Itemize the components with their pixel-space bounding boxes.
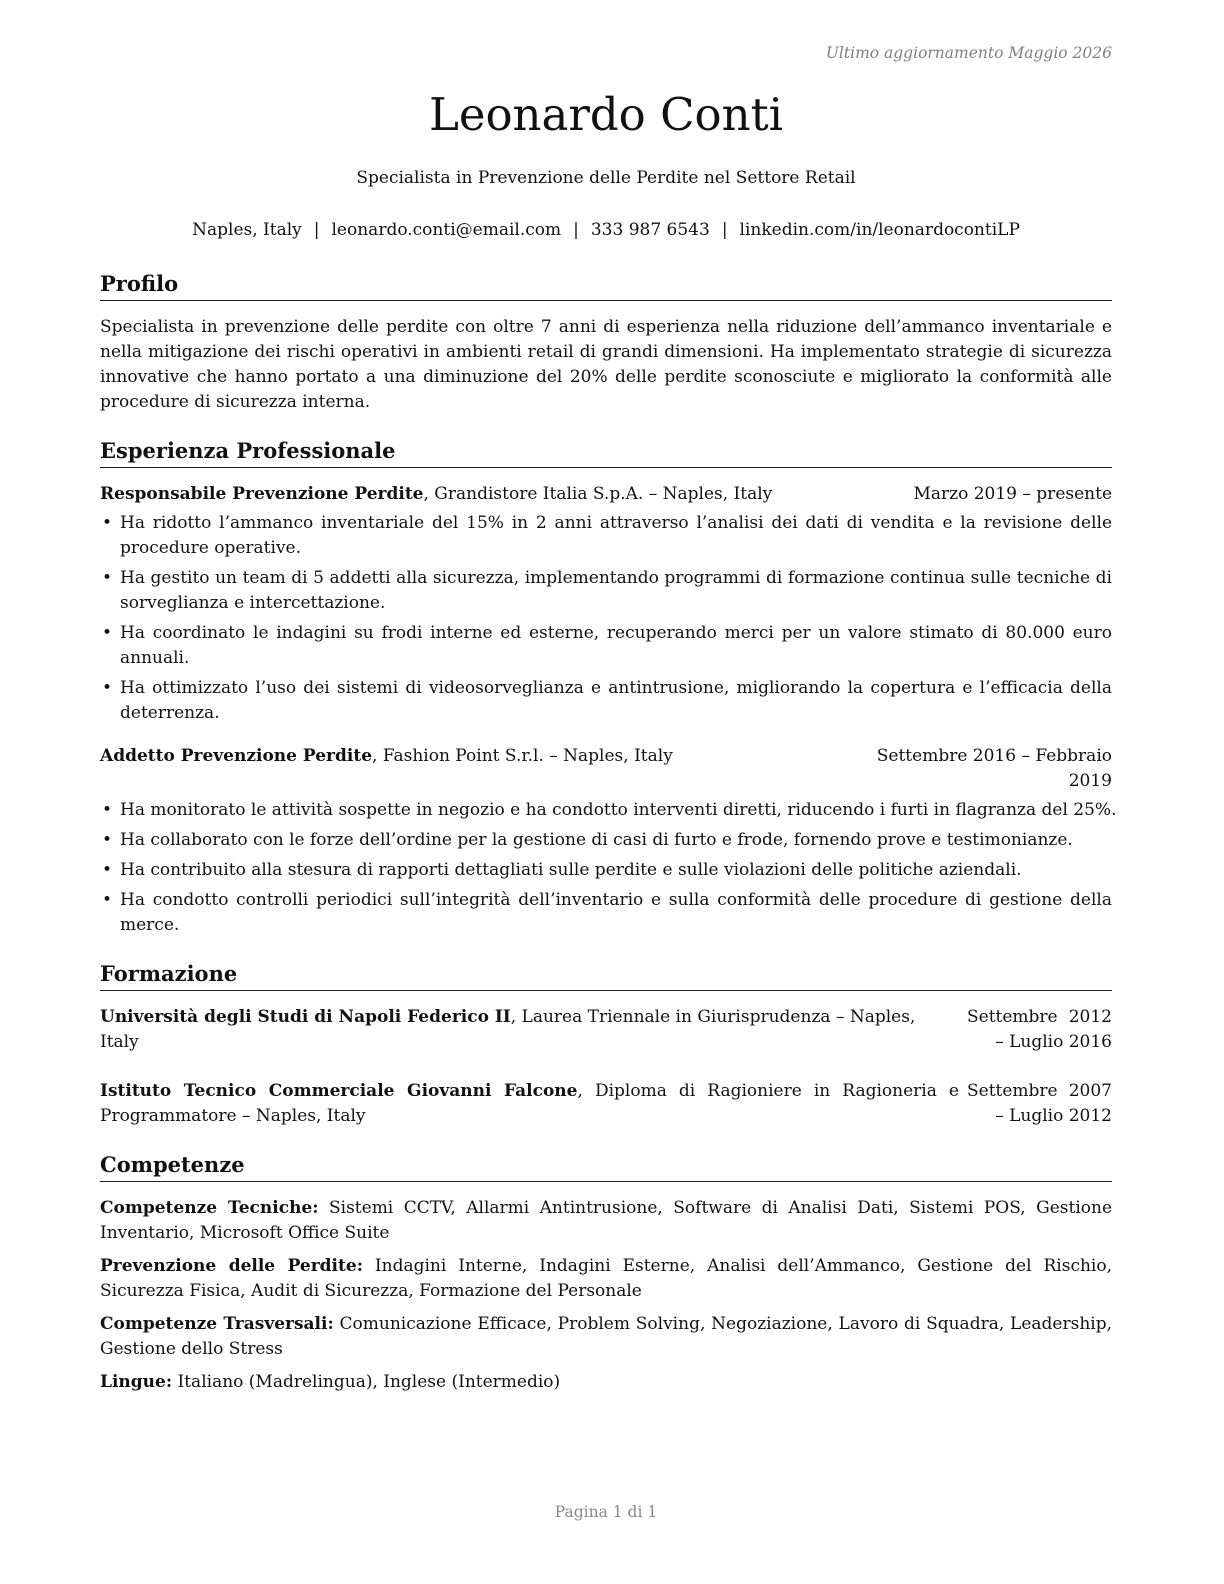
profile-section xyxy=(100,270,1112,415)
job-bullet: • Ha monitorato le attività sospette in negozio e ha condotto interventi diretti, riducendo i furti in flagranza del 25%. xyxy=(100,798,1112,823)
job-dates: Settembre 2016 – Febbraio 2019 xyxy=(876,746,1112,791)
job-company: , Grandistore Italia S.p.A. – Naples, Italy xyxy=(423,484,773,504)
contact-phone: 333 987 6543 xyxy=(590,220,710,240)
job-header xyxy=(100,482,1112,507)
education-title-line xyxy=(100,1079,967,1129)
job-dates: Marzo 2019 – presente xyxy=(913,484,1112,504)
job-bullets xyxy=(100,511,1112,726)
contact-location: Naples, Italy xyxy=(192,220,302,240)
contact-separator: | xyxy=(573,220,579,240)
contact-linkedin[interactable]: linkedin.com/in/leonardocontiLP xyxy=(739,220,1020,240)
job-bullets xyxy=(100,798,1117,938)
job-entry xyxy=(100,482,1112,726)
skill-label: Lingue: xyxy=(100,1372,173,1392)
job-title-line xyxy=(100,482,913,507)
job-bullet: • Ha contribuito alla stesura di rapporti dettagliati sulle perdite e sulle violazioni delle politiche aziendali. xyxy=(100,858,1112,883)
skill-group xyxy=(100,1312,1112,1362)
contact-line xyxy=(0,220,1212,240)
section-heading-skills: Competenze xyxy=(100,1151,1112,1182)
job-bullet: • Ha collaborato con le forze dell’ordine per la gestione di casi di furto e frode, fornendo prove e testimonianze. xyxy=(100,828,1112,853)
skill-text: Italiano (Madrelingua), Inglese (Intermedio) xyxy=(172,1372,561,1392)
education-dates: Settembre 2007 – Luglio 2012 xyxy=(967,1081,1112,1126)
section-heading-education: Formazione xyxy=(100,960,1112,991)
skills-section xyxy=(100,1151,1112,1395)
skill-text: Indagini Interne, Indagini Esterne, Analisi dell’Ammanco, Gestione del Rischio, Sicurezza Fisica, Audit di Sicurezza, Formazione del Personale xyxy=(100,1256,1112,1301)
job-entry xyxy=(100,744,1117,938)
resume-content xyxy=(100,270,1117,1417)
candidate-name: Leonardo Conti xyxy=(428,88,784,141)
education-dates: Settembre 2012 – Luglio 2016 xyxy=(967,1007,1112,1052)
experience-section xyxy=(100,437,1117,938)
job-bullet: • Ha gestito un team di 5 addetti alla sicurezza, implementando programmi di formazione continua sulle tecniche di sorveglianza e intercettazione. xyxy=(100,566,1112,616)
job-bullet: • Ha ottimizzato l’uso dei sistemi di videosorveglianza e antintrusione, migliorando la copertura e l’efficacia della deterrenza. xyxy=(100,676,1112,726)
skill-label: Prevenzione delle Perdite: xyxy=(100,1256,363,1276)
skill-text: Comunicazione Efficace, Problem Solving, Negoziazione, Lavoro di Squadra, Leadership, Gestione dello Stress xyxy=(100,1314,1112,1359)
education-school: Istituto Tecnico Commerciale Giovanni Falcone xyxy=(100,1081,578,1101)
job-header xyxy=(100,744,1112,794)
job-title-line xyxy=(100,744,872,794)
job-role: Responsabile Prevenzione Perdite xyxy=(100,484,424,504)
contact-separator: | xyxy=(313,220,320,240)
job-bullet: • Ha coordinato le indagini su frodi interne ed esterne, recuperando merci per un valore stimato di 80.000 euro annuali. xyxy=(100,621,1112,671)
skill-group xyxy=(100,1196,1112,1246)
contact-email[interactable]: leonardo.conti@email.com xyxy=(331,220,562,240)
skill-group xyxy=(100,1370,1112,1395)
education-detail: , Laurea Triennale in Giurisprudenza – Naples, Italy xyxy=(100,1007,916,1052)
section-heading-profile: Profilo xyxy=(100,270,1112,301)
education-entry xyxy=(100,1005,1112,1055)
contact-separator: | xyxy=(721,220,728,240)
education-title-line xyxy=(100,1005,967,1055)
profile-text: Specialista in prevenzione delle perdite con oltre 7 anni di esperienza nella riduzione dell’ammanco inventariale e nella mitigazione dei rischi operativi in ambienti retail di grandi dimensioni. Ha implementato strategie di sicurezza innovative che hanno portato a una diminuzione del 20% delle perdite sconosciute e migliorato la conformità alle procedure di sicurezza interna. xyxy=(100,317,1112,412)
skill-label: Competenze Trasversali: xyxy=(100,1314,334,1334)
section-heading-experience: Esperienza Professionale xyxy=(100,437,1112,468)
page-number: Pagina 1 di 1 xyxy=(554,1503,658,1521)
job-company: , Fashion Point S.r.l. – Naples, Italy xyxy=(372,746,673,766)
education-school: Università degli Studi di Napoli Federico II xyxy=(100,1007,511,1027)
education-detail: , Diploma di Ragioniere in Ragioneria e Programmatore – Naples, Italy xyxy=(100,1081,959,1126)
skill-group xyxy=(100,1254,1112,1304)
candidate-title: Specialista in Prevenzione delle Perdite nel Settore Retail xyxy=(356,168,856,188)
last-updated: Ultimo aggiornamento Maggio 2026 xyxy=(825,44,1112,62)
education-entry xyxy=(100,1079,1112,1129)
job-bullet: • Ha condotto controlli periodici sull’integrità dell’inventario e sulla conformità delle procedure di gestione della merce. xyxy=(100,888,1112,938)
skill-label: Competenze Tecniche: xyxy=(100,1198,319,1218)
job-role: Addetto Prevenzione Perdite xyxy=(100,746,373,766)
education-section xyxy=(100,960,1112,1129)
job-bullet: • Ha ridotto l’ammanco inventariale del 15% in 2 anni attraverso l’analisi dei dati di vendita e la revisione delle procedure operative. xyxy=(100,511,1112,561)
skill-text: Sistemi CCTV, Allarmi Antintrusione, Software di Analisi Dati, Sistemi POS, Gestione Inventario, Microsoft Office Suite xyxy=(100,1198,1113,1243)
